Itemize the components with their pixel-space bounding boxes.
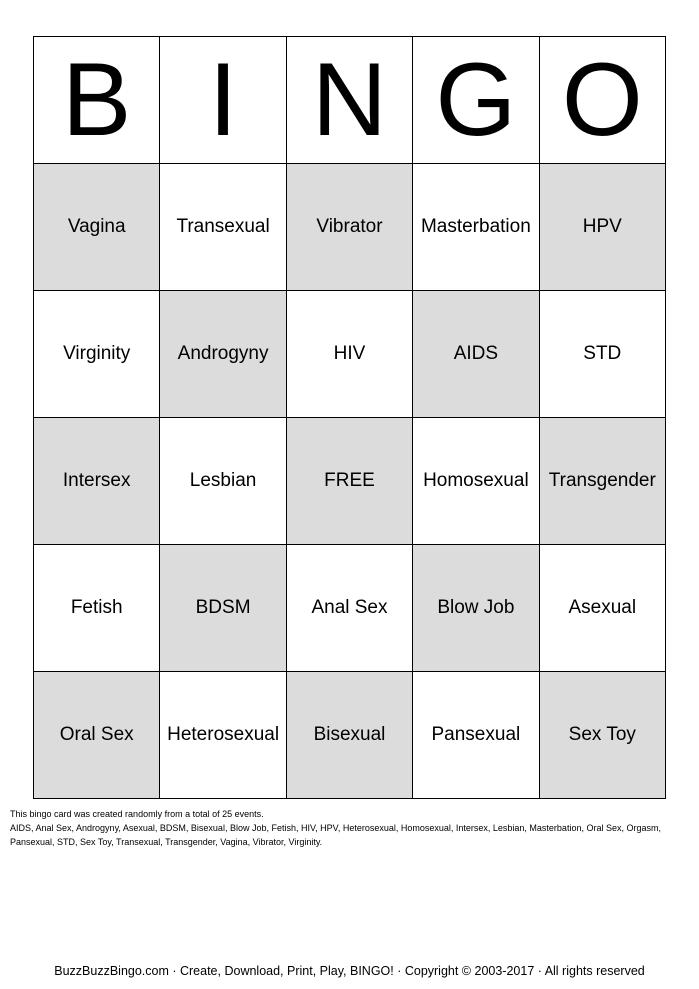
bingo-header-row bbox=[34, 37, 666, 164]
bingo-cell: Bisexual bbox=[286, 672, 412, 799]
bingo-cell: Lesbian bbox=[160, 418, 286, 545]
footnote-event-list: AIDS, Anal Sex, Androgyny, Asexual, BDSM, Bisexual, Blow Job, Fetish, HIV, HPV, Heterosexual, Homosexual, Intersex, Lesbian, Masterbation, Oral Sex, Orgasm, Pansexual, STD, Sex Toy, Transexual, Transgender, Vagina, Vibrator, Virginity. bbox=[10, 823, 661, 847]
bingo-cell: Transgender bbox=[539, 418, 665, 545]
header-letter-n: N bbox=[286, 37, 412, 164]
bingo-cell: Oral Sex bbox=[34, 672, 160, 799]
bingo-cell: HPV bbox=[539, 164, 665, 291]
bingo-row-2 bbox=[34, 291, 666, 418]
bingo-cell: Vagina bbox=[34, 164, 160, 291]
bingo-row-1 bbox=[34, 164, 666, 291]
free-space-cell: FREE bbox=[286, 418, 412, 545]
bingo-row-3 bbox=[34, 418, 666, 545]
bingo-cell: Vibrator bbox=[286, 164, 412, 291]
bingo-cell: Homosexual bbox=[413, 418, 539, 545]
bingo-cell: Heterosexual bbox=[160, 672, 286, 799]
header-letter-i: I bbox=[160, 37, 286, 164]
bingo-cell: Sex Toy bbox=[539, 672, 665, 799]
page-footer: BuzzBuzzBingo.com · Create, Download, Print, Play, BINGO! · Copyright © 2003-2017 · All rights reserved bbox=[54, 964, 645, 978]
bingo-card bbox=[33, 36, 666, 799]
header-letter-b: B bbox=[34, 37, 160, 164]
header-letter-o: O bbox=[539, 37, 665, 164]
bingo-cell: Masterbation bbox=[413, 164, 539, 291]
bingo-cell: Androgyny bbox=[160, 291, 286, 418]
bingo-cell: BDSM bbox=[160, 545, 286, 672]
bingo-cell: Fetish bbox=[34, 545, 160, 672]
bingo-cell: Anal Sex bbox=[286, 545, 412, 672]
bingo-cell: Pansexual bbox=[413, 672, 539, 799]
bingo-cell: Blow Job bbox=[413, 545, 539, 672]
bingo-row-5 bbox=[34, 672, 666, 799]
bingo-cell: HIV bbox=[286, 291, 412, 418]
bingo-cell: Intersex bbox=[34, 418, 160, 545]
card-footnote bbox=[10, 807, 690, 849]
bingo-cell: Transexual bbox=[160, 164, 286, 291]
bingo-cell: Asexual bbox=[539, 545, 665, 672]
bingo-cell: STD bbox=[539, 291, 665, 418]
footnote-intro: This bingo card was created randomly from a total of 25 events. bbox=[10, 809, 264, 819]
bingo-row-4 bbox=[34, 545, 666, 672]
bingo-cell: AIDS bbox=[413, 291, 539, 418]
header-letter-g: G bbox=[413, 37, 539, 164]
bingo-cell: Virginity bbox=[34, 291, 160, 418]
